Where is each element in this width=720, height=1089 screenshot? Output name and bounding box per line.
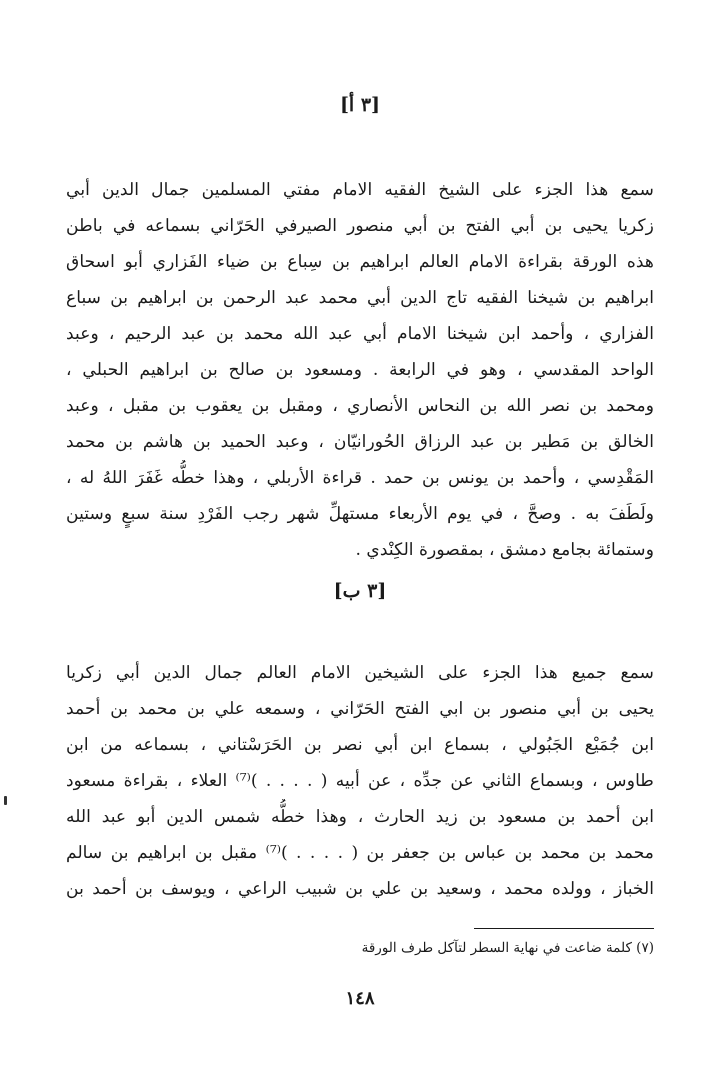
text-line: طاوس ، وبسماع الثاني عن جدِّه ، عن أبيه ( . . . . )⁽⁷⁾ العلاء ، بقراءة مسعود: [66, 771, 654, 791]
section-b-paragraph: [66, 655, 654, 907]
page-number: ١٤٨: [345, 988, 375, 1009]
text-line: الخالق بن مَطير بن عبد الرزاق الحُورانيّان ، وعبد الحميد بن هاشم بن محمد: [66, 432, 654, 452]
text-line: وستمائة بجامع دمشق ، بمقصورة الكِنْدي .: [355, 540, 654, 560]
text-line: هذه الورقة بقراءة الامام العالم ابراهيم بن سِباع بن ضياء الفَزاري أبو اسحاق: [66, 252, 654, 272]
text-line: ومحمد بن نصر الله بن النحاس الأنصاري ، ومقبل بن يعقوب بن مقبل ، وعبد: [66, 396, 654, 416]
text-line: ابن أحمد بن مسعود بن زيد الحارث ، وهذا خطُّه شمس الدين أبو عبد الله: [66, 807, 654, 827]
footnote: (٧) كلمة ضاعت في نهاية السطر لتآكل طرف الورقة: [361, 940, 654, 956]
scan-mark: [4, 796, 7, 805]
section-a-paragraph: [66, 172, 654, 568]
text-line: محمد بن محمد بن عباس بن جعفر بن ( . . . . )⁽⁷⁾ مقبل بن ابراهيم بن سالم: [66, 843, 654, 863]
text-line: زكريا يحيى بن أبي الفتح بن أبي منصور الصيرفي الحَرّاني بسماعه في باطن: [66, 216, 654, 236]
text-line: الخباز ، وولده محمد ، وسعيد بن علي بن شبيب الراعي ، ويوسف بن أحمد بن: [66, 879, 654, 899]
text-line: الفزاري ، وأحمد ابن شيخنا الامام أبي عبد الله محمد بن عبد الرحيم ، وعبد: [66, 324, 654, 344]
footnote-separator: [474, 928, 654, 929]
text-line: يحيى بن أبي منصور بن ابي الفتح الحَرّاني ، وسمعه علي بن محمد بن أحمد: [66, 699, 654, 719]
text-line: ولَطَفَ به . وصحَّ ، في يوم الأربعاء مستهلِّ شهر رجب الفَرْدِ سنة سبعٍ وستين: [66, 504, 654, 524]
text-line: ابن جُمَيْع الجَبُولي ، بسماع ابن أبي نصر بن الحَرَسْتاني ، بسماعه من ابن: [66, 735, 654, 755]
text-line: سمع جميع هذا الجزء على الشيخين الامام العالم جمال الدين أبي زكريا: [66, 663, 654, 683]
text-line: ابراهيم بن شيخنا الفقيه تاج الدين أبي محمد عبد الرحمن بن ابراهيم بن سباع: [66, 288, 654, 308]
folio-heading-3b: [٣ ب]: [333, 580, 387, 602]
text-line: سمع هذا الجزء على الشيخ الفقيه الامام مفتي المسلمين جمال الدين أبي: [66, 180, 654, 200]
text-line: المَقْدِسي ، وأحمد بن يونس بن حمد . قراءة الأربلي ، وهذا خطُّه غَفَرَ اللهُ له ،: [66, 468, 654, 488]
text-line: الواحد المقدسي ، وهو في الرابعة . ومسعود بن صالح بن ابراهيم الحبلي ،: [66, 360, 654, 380]
folio-heading-3a: [٣ أ]: [339, 94, 381, 116]
